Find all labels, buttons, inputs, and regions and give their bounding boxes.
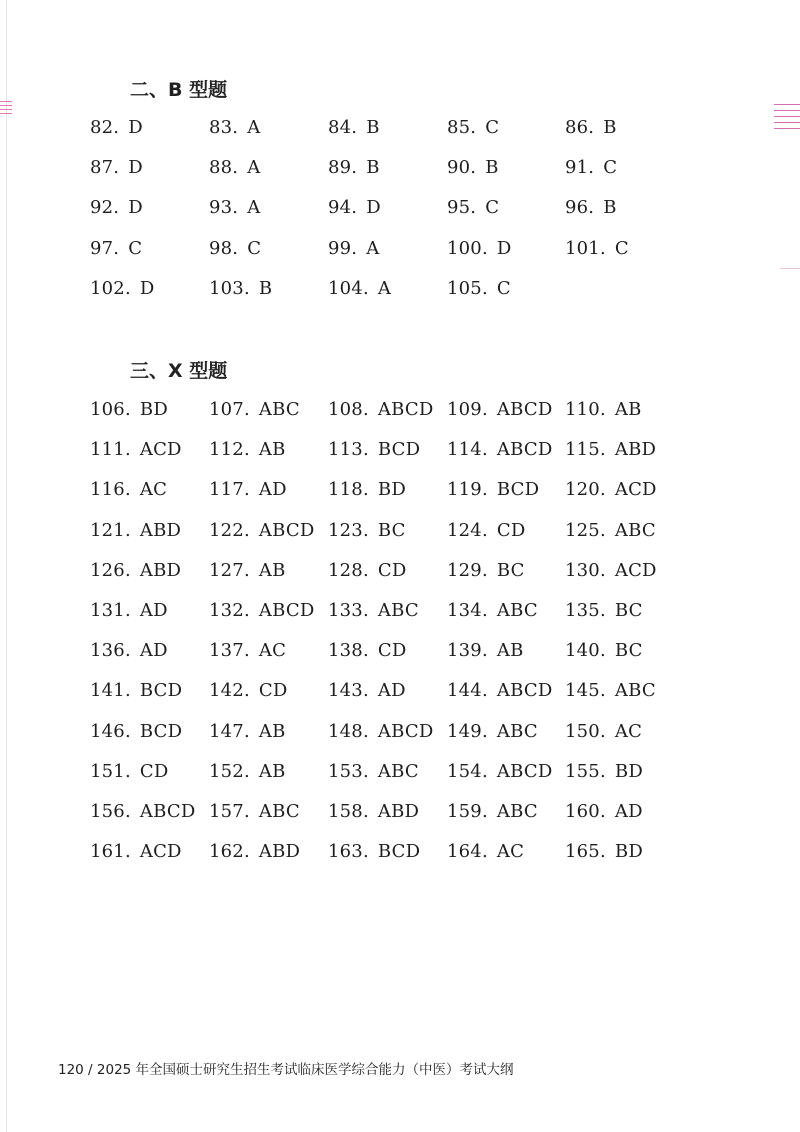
answer-item [209,752,328,792]
answer-letters: ABCD [496,399,553,420]
answer-item [90,390,209,430]
answer-grid [90,108,683,309]
answer-item [447,108,565,148]
question-number: 86. [565,117,595,138]
answer-letters: AB [614,399,642,420]
answer-item [209,671,328,711]
printer-mark-right-low [780,268,800,269]
question-number: 93. [209,197,239,219]
answer-item [328,229,447,269]
question-number: 135. [565,599,606,621]
answer-letters: BCD [139,720,183,742]
answer-letters: C [485,117,500,138]
answer-item [209,712,328,752]
answer-letters: BCD [377,841,421,863]
answer-letters: BCD [377,439,421,461]
question-number: 94. [328,197,358,219]
question-number: 100. [447,237,488,259]
answer-item [328,752,447,792]
answer-letters: AD [139,599,168,621]
question-number: 120. [565,479,606,501]
answer-item [328,390,447,430]
section-title: 三、X 型题 [130,360,228,382]
question-number: 107. [209,399,250,420]
question-number: 136. [90,640,131,662]
answer-letters: BC [614,640,643,662]
answer-item [209,551,328,591]
answer-item [565,511,683,551]
answer-item [565,470,683,510]
question-number: 108. [328,399,369,420]
printer-marks-right [774,104,800,134]
answer-item [90,108,209,148]
answer-letters: ABCD [496,439,553,461]
answer-letters: AD [139,640,168,662]
question-number: 92. [90,197,120,219]
answer-item [565,430,683,470]
answer-letters: CD [496,519,526,541]
question-number: 142. [209,680,250,702]
answer-item [90,511,209,551]
question-number: 148. [328,720,369,742]
question-number: 102. [90,277,131,299]
answer-item [90,792,209,832]
question-number: 97. [90,237,120,259]
answer-item [328,792,447,832]
answer-letters: B [366,157,380,179]
answer-letters: A [366,237,380,259]
answer-letters: ABD [139,559,182,581]
answer-item [328,631,447,671]
answer-letters: ABC [614,680,656,702]
answer-item [209,148,328,188]
answer-item [90,470,209,510]
answer-letters: D [496,237,512,259]
question-number: 165. [565,841,606,863]
question-number: 123. [328,519,369,541]
question-number: 141. [90,680,131,702]
answer-item [209,832,328,872]
answer-letters: A [247,197,261,219]
answer-item [90,752,209,792]
answer-letters: D [128,157,143,179]
answer-item [447,631,565,671]
answer-letters: CD [377,559,407,581]
answer-item [209,591,328,631]
answer-letters: AB [258,720,286,742]
answer-letters: ACD [139,841,182,863]
answer-letters: B [485,157,499,179]
answer-item [565,631,683,671]
question-number: 126. [90,559,131,581]
answer-item [447,832,565,872]
question-number: 133. [328,599,369,621]
answer-letters: BD [377,479,406,501]
answer-item [447,712,565,752]
answer-letters: AC [258,640,287,662]
question-number: 156. [90,800,131,822]
answer-letters: AB [258,439,286,461]
answer-letters: B [603,197,617,219]
answer-letters: AC [496,841,525,863]
printer-marks-left [0,101,12,117]
answer-item [90,591,209,631]
answer-letters: ABD [377,800,420,822]
question-number: 132. [209,599,250,621]
question-number: 163. [328,841,369,863]
answer-letters: BCD [139,680,183,702]
question-number: 138. [328,640,369,662]
question-number: 98. [209,237,239,259]
answer-item [328,269,447,309]
question-number: 110. [565,399,606,420]
answer-item [209,511,328,551]
answer-item [328,712,447,752]
answer-letters: D [366,197,381,219]
question-number: 134. [447,599,488,621]
question-number: 153. [328,760,369,782]
page-edge [6,0,7,1132]
question-number: 101. [565,237,606,259]
question-number: 128. [328,559,369,581]
answer-letters: C [247,237,262,259]
answer-item [209,269,328,309]
answer-letters: C [603,157,618,179]
answer-letters: AB [496,640,524,662]
answer-letters: A [377,277,392,299]
answer-letters: ABCD [258,599,315,621]
answer-letters: ABD [139,519,182,541]
question-number: 118. [328,479,369,501]
question-number: 139. [447,640,488,662]
answer-item [447,148,565,188]
answer-item [565,752,683,792]
answer-letters: AB [258,760,286,782]
answer-letters: B [258,277,273,299]
answer-item [90,148,209,188]
page-footer: 120 / 2025 年全国硕士研究生招生考试临床医学综合能力（中医）考试大纲 [58,1062,514,1078]
question-number: 103. [209,277,250,299]
question-number: 105. [447,277,488,299]
answer-item [565,792,683,832]
question-number: 157. [209,800,250,822]
answer-letters: C [485,197,500,219]
answer-item [565,188,683,228]
question-number: 106. [90,399,131,420]
question-number: 111. [90,439,131,461]
answer-letters: BC [377,519,406,541]
question-number: 104. [328,277,369,299]
answer-item [447,551,565,591]
answer-letters: ABC [377,599,419,621]
answer-item [209,188,328,228]
answer-letters: B [603,117,617,138]
answer-item [328,671,447,711]
answer-letters: C [614,237,629,259]
answer-letters: A [247,157,261,179]
answer-letters: ABCD [496,760,553,782]
answer-letters: C [496,277,511,299]
question-number: 160. [565,800,606,822]
question-number: 146. [90,720,131,742]
answer-item [90,188,209,228]
question-number: 89. [328,157,358,179]
answer-letters: ABC [614,519,656,541]
question-number: 152. [209,760,250,782]
question-number: 161. [90,841,131,863]
answer-item [90,269,209,309]
answer-letters: ABCD [139,800,196,822]
question-number: 130. [565,559,606,581]
answer-letters: BC [614,599,643,621]
question-number: 84. [328,117,358,138]
question-number: 151. [90,760,131,782]
answer-item [209,108,328,148]
answer-letters: ACD [614,479,657,501]
question-number: 95. [447,197,477,219]
answer-letters: BD [139,399,168,420]
answer-letters: D [128,117,143,138]
answer-letters: ABC [496,599,538,621]
answer-letters: ABD [614,439,657,461]
answer-item [209,229,328,269]
answer-letters: ABCD [377,399,434,420]
question-number: 158. [328,800,369,822]
answer-letters: AD [258,479,287,501]
answer-letters: AD [377,680,406,702]
question-number: 147. [209,720,250,742]
answer-item [209,792,328,832]
question-number: 109. [447,399,488,420]
question-number: 155. [565,760,606,782]
answer-letters: BCD [496,479,540,501]
question-number: 87. [90,157,120,179]
answer-grid [90,390,683,872]
question-number: 85. [447,117,477,138]
answer-letters: ABC [496,720,538,742]
answer-item [447,229,565,269]
answer-letters: ABC [258,399,300,420]
question-number: 124. [447,519,488,541]
answer-item [328,511,447,551]
answer-letters: CD [139,760,169,782]
question-number: 115. [565,439,606,461]
answer-item [565,108,683,148]
question-number: 121. [90,519,131,541]
answer-item [209,430,328,470]
question-number: 150. [565,720,606,742]
answer-letters: CD [258,680,288,702]
answer-letters: AC [139,479,168,501]
answer-item [90,631,209,671]
answer-item [447,511,565,551]
answer-item [565,229,683,269]
answer-item [209,470,328,510]
answer-item [328,108,447,148]
answer-item [447,470,565,510]
answer-letters: ACD [614,559,657,581]
answer-letters: AD [614,800,643,822]
answer-item [565,591,683,631]
answer-item [447,752,565,792]
question-number: 90. [447,157,477,179]
question-number: 122. [209,519,250,541]
answer-item [209,390,328,430]
answer-item [328,430,447,470]
answer-letters: ABD [258,841,301,863]
answer-item [565,712,683,752]
answer-item [90,671,209,711]
answer-item [447,188,565,228]
question-number: 88. [209,157,239,179]
section-title: 二、B 型题 [130,79,228,101]
question-number: 116. [90,479,131,501]
answer-item [565,390,683,430]
answer-letters: D [139,277,155,299]
answer-item [565,671,683,711]
answer-letters: ABC [496,800,538,822]
answer-item [328,832,447,872]
answer-letters: ABCD [258,519,315,541]
answer-item [447,671,565,711]
question-number: 154. [447,760,488,782]
answer-item [90,712,209,752]
answer-item [447,430,565,470]
answer-letters: AC [614,720,643,742]
answer-letters: D [128,197,143,219]
question-number: 99. [328,237,358,259]
answer-letters: AB [258,559,286,581]
answer-item [328,470,447,510]
question-number: 112. [209,439,250,461]
answer-item [565,832,683,872]
answer-letters: CD [377,640,407,662]
answer-letters: ABC [258,800,300,822]
question-number: 91. [565,157,595,179]
question-number: 162. [209,841,250,863]
answer-letters: ABCD [377,720,434,742]
answer-letters: A [247,117,261,138]
question-number: 164. [447,841,488,863]
answer-letters: BD [614,760,643,782]
question-number: 140. [565,640,606,662]
answer-item [328,188,447,228]
question-number: 119. [447,479,488,501]
answer-item [565,551,683,591]
answer-letters: B [366,117,380,138]
question-number: 114. [447,439,488,461]
answer-item [90,430,209,470]
answer-item [328,148,447,188]
question-number: 117. [209,479,250,501]
question-number: 131. [90,599,131,621]
question-number: 159. [447,800,488,822]
answer-item [447,792,565,832]
answer-item [90,551,209,591]
question-number: 145. [565,680,606,702]
answer-item [90,832,209,872]
question-number: 96. [565,197,595,219]
answer-letters: ABC [377,760,419,782]
question-number: 82. [90,117,120,138]
answer-item [328,591,447,631]
answer-item [90,229,209,269]
question-number: 149. [447,720,488,742]
answer-item [565,148,683,188]
answer-letters: BD [614,841,643,863]
answer-item [447,591,565,631]
answer-item [209,631,328,671]
question-number: 137. [209,640,250,662]
answer-item [447,390,565,430]
question-number: 144. [447,680,488,702]
question-number: 127. [209,559,250,581]
answer-letters: ABCD [496,680,553,702]
question-number: 83. [209,117,239,138]
answer-letters: ACD [139,439,182,461]
answer-letters: C [128,237,143,259]
question-number: 125. [565,519,606,541]
answer-item [328,551,447,591]
question-number: 129. [447,559,488,581]
question-number: 113. [328,439,369,461]
answer-letters: BC [496,559,525,581]
answer-item [447,269,565,309]
question-number: 143. [328,680,369,702]
